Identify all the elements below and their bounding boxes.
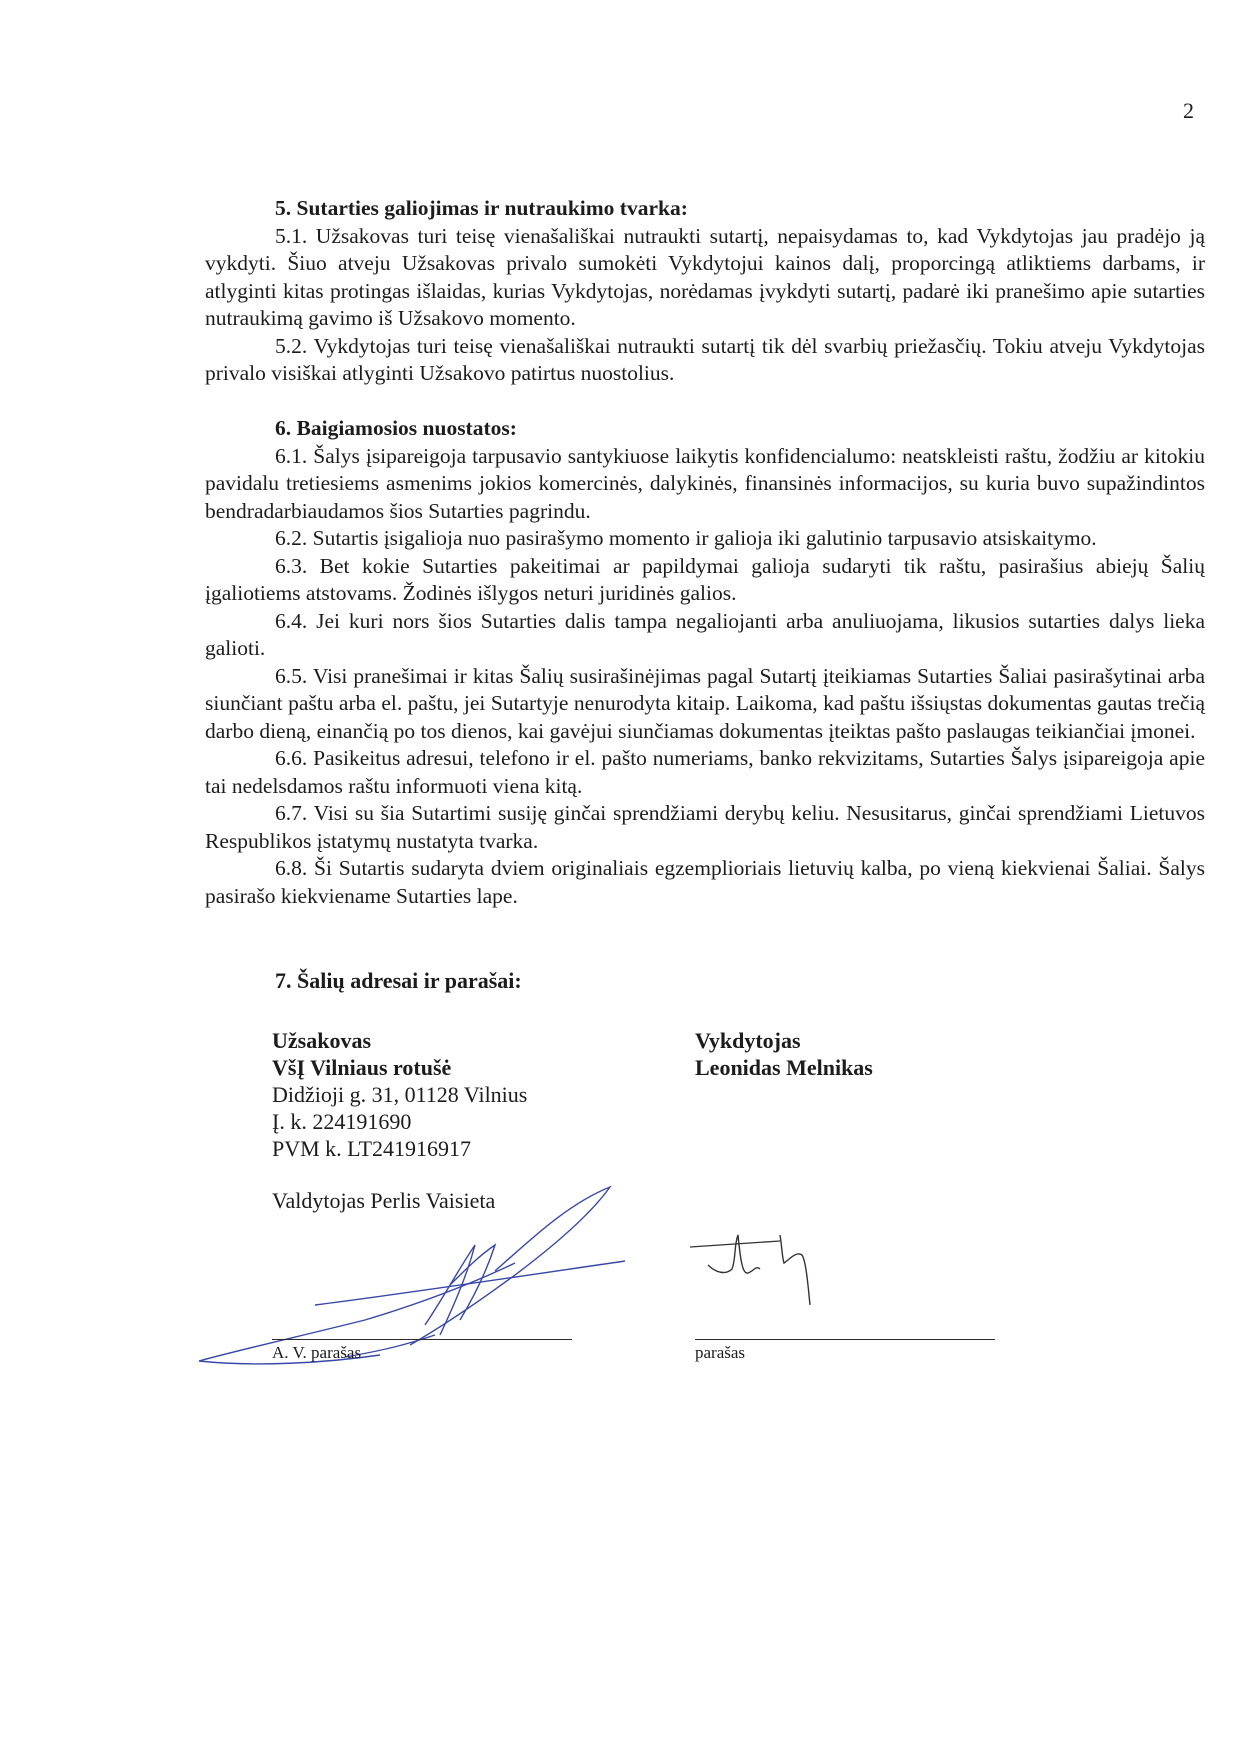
customer-address: Didžioji g. 31, 01128 Vilnius — [272, 1082, 528, 1107]
customer-signature-line — [272, 1339, 572, 1340]
customer-signature — [195, 1185, 625, 1385]
customer-block — [272, 1027, 527, 1162]
paragraph-6-4: 6.4. Jei kuri nors šios Sutarties dalis tampa negaliojanti arba anuliuojama, likusios sutarties dalys lieka galioti. — [205, 608, 1205, 660]
section-7-heading: 7. Šalių adresai ir parašai: — [275, 968, 522, 993]
paragraph-6-7: 6.7. Visi su šia Sutartimi susiję ginčai sprendžiami derybų keliu. Nesusitarus, ginčai sprendžiami Lietuvos Respublikos įstatymų nustatyta tvarka. — [205, 801, 1205, 853]
customer-role: Užsakovas — [272, 1028, 372, 1053]
customer-vat-code: PVM k. LT241916917 — [272, 1136, 472, 1161]
paragraph-6-5: 6.5. Visi pranešimai ir kitas Šalių susirašinėjimas pagal Sutartį įteikiamas Sutarties Šaliai pasirašytinai arba siunčiant paštu arba el. paštu, jei Sutartyje nenurodyta kitaip. Laikoma, kad paštu išsiųstas dokumentas gautas trečią darbo dieną, einančią po tos dienos, kai gavėjui siunčiamas dokumentas įteiktas pašto paslaugas teikiančiai įmonei. — [205, 663, 1205, 743]
customer-director: Valdytojas Perlis Vaisieta — [272, 1188, 496, 1213]
paragraph-5-1: 5.1. Užsakovas turi teisę vienašališkai nutraukti sutartį, nepaisydamas to, kad Vykdytojas jau pradėjo ją vykdyti. Šiuo atveju Užsakovas privalo sumokėti Vykdytojui kainos dalį, proporcingą atliktiems darbams, ir atlyginti kitas protingas išlaidas, kurias Vykdytojas, norėdamas įvykdyti sutartį, padarė iki pranešimo apie sutarties nutraukimą gavimo iš Užsakovo momento. — [205, 223, 1205, 330]
paragraph-6-1: 6.1. Šalys įsipareigoja tarpusavio santykiuose laikytis konfidencialumo: neatskleisti raštu, žodžiu ar kitokiu pavidalu tretiesiems asmenims jokios komercinės, dalykinės, finansinės informacijos, su kuria buvo supažindintos bendradarbiaudamos šios Sutarties pagrindu. — [205, 443, 1205, 523]
page-number: 2 — [1183, 98, 1194, 123]
paragraph-6-2: 6.2. Sutartis įsigalioja nuo pasirašymo momento ir galioja iki galutinio tarpusavio atsiskaitymo. — [275, 526, 1097, 550]
contractor-role: Vykdytojas — [695, 1028, 801, 1053]
section-5 — [205, 195, 1205, 388]
section-6-heading: 6. Baigiamosios nuostatos: — [275, 416, 517, 440]
paragraph-6-8: 6.8. Ši Sutartis sudaryta dviem originaliais egzemplioriais lietuvių kalba, po vieną kiekvienai Šaliai. Šalys pasirašo kiekviename Sutarties lape. — [205, 856, 1205, 908]
contractor-block — [695, 1027, 873, 1081]
customer-company-code: Į. k. 224191690 — [272, 1109, 412, 1134]
paragraph-6-6: 6.6. Pasikeitus adresui, telefono ir el. pašto numeriams, banko rekvizitams, Sutarties Šalys įsipareigoja apie tai nedelsdamos raštu informuoti viena kitą. — [205, 746, 1205, 798]
contractor-signature-caption: parašas — [695, 1343, 746, 1362]
contractor-signature-line — [695, 1339, 995, 1340]
paragraph-5-2: 5.2. Vykdytojas turi teisę vienašališkai nutraukti sutartį tik dėl svarbių priežasčių. Tokiu atveju Vykdytojas privalo visiškai atlyginti Užsakovo patirtus nuostolius. — [205, 333, 1205, 385]
paragraph-6-3: 6.3. Bet kokie Sutarties pakeitimai ar papildymai galioja sudaryti tik raštu, pasirašius abiejų Šalių įgaliotiems atstovams. Žodinės išlygos neturi juridinės galios. — [205, 553, 1205, 605]
section-6 — [205, 415, 1205, 910]
contractor-signature — [690, 1225, 840, 1335]
customer-signature-caption: A. V. parašas — [272, 1343, 362, 1362]
contractor-name: Leonidas Melnikas — [695, 1055, 873, 1080]
section-5-heading: 5. Sutarties galiojimas ir nutraukimo tvarka: — [275, 196, 688, 220]
customer-name: VšĮ Vilniaus rotušė — [272, 1055, 452, 1080]
